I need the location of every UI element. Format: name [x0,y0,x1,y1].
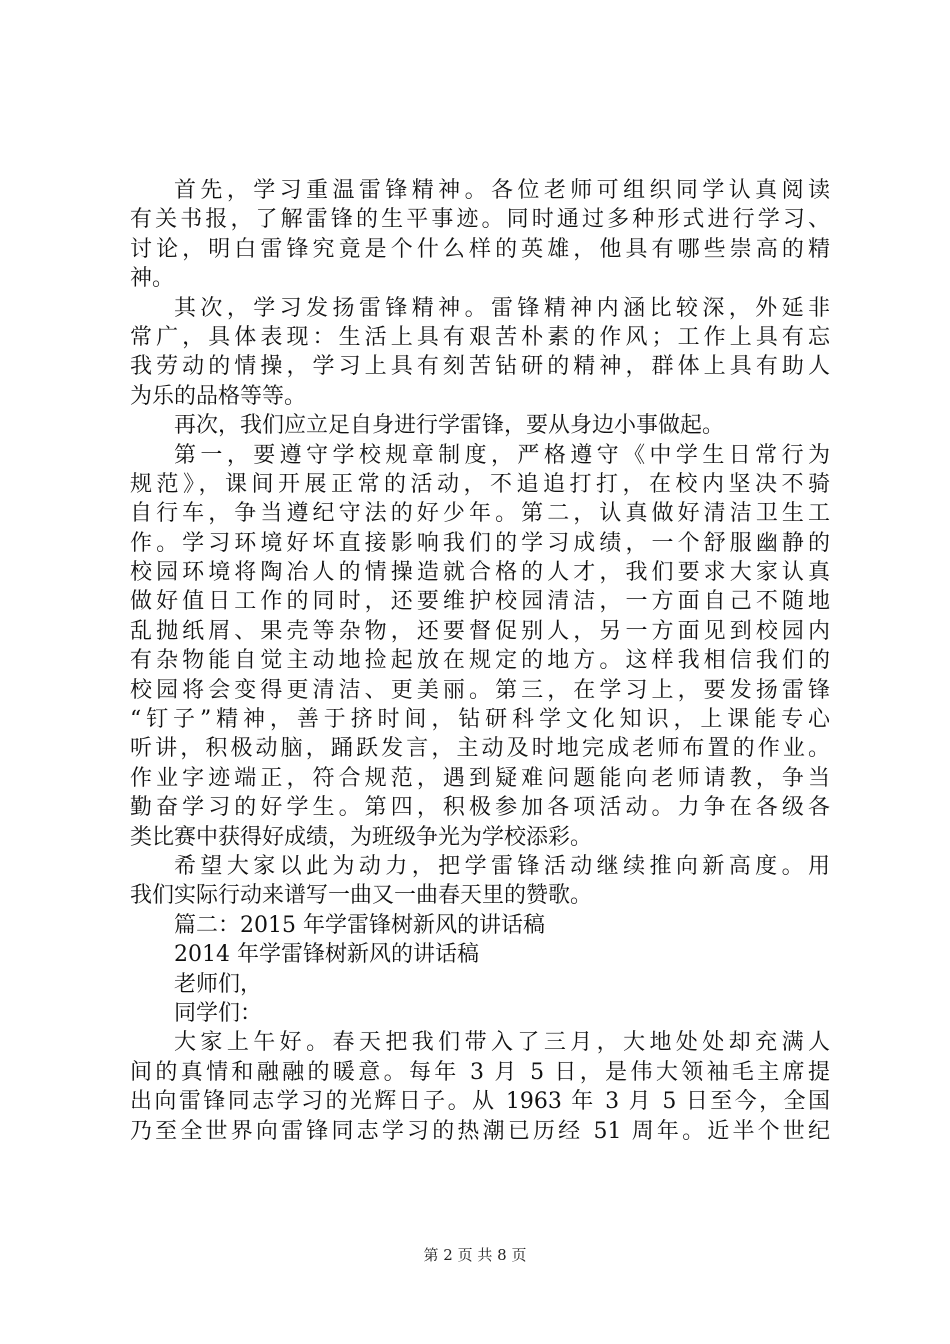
text-line: 有关书报，了解雷锋的生平事迹。同时通过多种形式进行学习、 [130,207,830,233]
text-line: 大家上午好。春天把我们带入了三月，大地处处却充满人 [174,1030,830,1056]
text-line: 首先，学习重温雷锋精神。各位老师可组织同学认真阅读 [174,178,830,203]
text-line: “钉子”精神，善于挤时间，钻研科学文化知识，上课能专心 [130,707,830,733]
text-line: 校园将会变得更清洁、更美丽。第三，在学习上，要发扬雷锋 [130,677,830,703]
text-line: 乃至全世界向雷锋同志学习的热潮已历经 51 周年。近半个世纪 [130,1118,830,1144]
text-line: 出向雷锋同志学习的光辉日子。从 1963 年 3 月 5 日至今，全国 [130,1089,830,1115]
text-line: 勤奋学习的好学生。第四，积极参加各项活动。力争在各级各 [130,795,830,821]
text-line: 2014 年学雷锋树新风的讲话稿 [174,942,479,968]
text-line: 自行车，争当遵纪守法的好少年。第二，认真做好清洁卫生工 [130,501,830,527]
text-line: 做好值日工作的同时，还要维护校园清洁，一方面自己不随地 [130,589,830,615]
text-line: 间的真情和融融的暖意。每年 3 月 5 日，是伟大领袖毛主席提 [130,1059,830,1085]
text-line: 听讲，积极动脑，踊跃发言，主动及时地完成老师布置的作业。 [130,736,830,762]
text-line: 我劳动的情操，学习上具有刻苦钻研的精神，群体上具有助人 [130,354,830,380]
text-line: 为乐的品格等等。 [130,383,307,409]
text-line: 神。 [130,266,175,292]
text-line: 常广，具体表现：生活上具有艰苦朴素的作风；工作上具有忘 [130,324,830,350]
text-line: 作业字迹端正，符合规范，遇到疑难问题能向老师请教，争当 [130,765,830,791]
text-line: 老师们， [174,971,263,997]
text-line: 有杂物能自觉主动地捡起放在规定的地方。这样我相信我们的 [130,648,830,674]
text-line: 乱抛纸屑、果壳等杂物，还要督促别人，另一方面见到校园内 [130,618,830,644]
text-line: 校园环境将陶冶人的情操造就合格的人才，我们要求大家认真 [130,560,830,586]
text-line: 类比赛中获得好成绩，为班级争光为学校添彩。 [130,824,593,850]
text-line: 讨论，明白雷锋究竟是个什么样的英雄，他具有哪些崇高的精 [130,236,830,262]
page-footer [0,1245,950,1265]
document-body [130,176,830,1146]
text-line: 同学们： [174,1000,263,1026]
text-line: 第一，要遵守学校规章制度，严格遵守《中学生日常行为 [174,442,830,468]
page-number-label: 第 2 页 共 8 页 [423,1246,527,1264]
text-line: 我们实际行动来谱写一曲又一曲春天里的赞歌。 [130,883,593,909]
text-line: 其次，学习发扬雷锋精神。雷锋精神内涵比较深，外延非 [174,295,830,321]
text-line: 规范》，课间开展正常的活动，不追追打打，在校内坚决不骑 [130,471,830,497]
text-line: 篇二：2015 年学雷锋树新风的讲话稿 [174,912,545,938]
text-line: 作。学习环境好坏直接影响我们的学习成绩，一个舒服幽静的 [130,530,830,556]
text-line: 再次，我们应立足自身进行学雷锋，要从身边小事做起。 [174,413,725,439]
text-line: 希望大家以此为动力，把学雷锋活动继续推向新高度。用 [174,853,830,879]
